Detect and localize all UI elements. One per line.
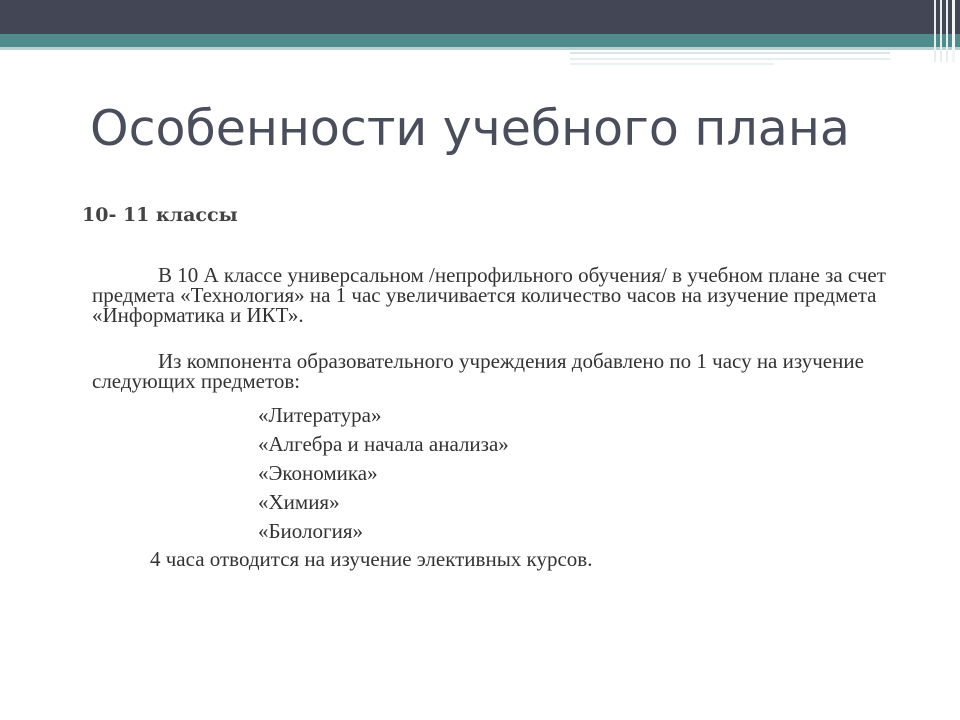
decor-stripe xyxy=(0,47,960,50)
subject-item-biology: «Биология» xyxy=(258,519,364,543)
subject-item-economics: «Экономика» xyxy=(258,461,378,485)
decor-vertical-line xyxy=(934,0,936,62)
paragraph-electives: 4 часа отводится на изучение элективных курсов. xyxy=(150,547,593,571)
decor-vertical-line xyxy=(940,0,942,62)
subject-list xyxy=(258,405,509,550)
decor-stripe xyxy=(570,63,774,65)
subject-item-algebra: «Алгебра и начала анализа» xyxy=(258,432,509,456)
paragraph-component: Из компонента образовательного учреждения добавлено по 1 часу на изучение следующих предметов: xyxy=(92,349,864,393)
decor-stripe xyxy=(570,52,890,54)
slide-subtitle: 10- 11 классы xyxy=(82,204,238,226)
paragraph-informatics: В 10 А классе универсальном /непрофильного обучения/ в учебном плане за счет предмета «Технология» на 1 час увеличивается количество часов на изучение предмета «Информатика и ИКТ». xyxy=(92,263,886,327)
header-band xyxy=(0,0,960,34)
accent-band xyxy=(0,34,960,47)
decor-vertical-line xyxy=(946,0,948,62)
subject-item-literature: «Литература» xyxy=(258,403,382,427)
slide-title: Особенности учебного плана xyxy=(90,100,850,157)
decor-vertical-line xyxy=(952,0,955,62)
subject-item-chemistry: «Химия» xyxy=(258,490,340,514)
decor-stripe xyxy=(570,58,890,60)
